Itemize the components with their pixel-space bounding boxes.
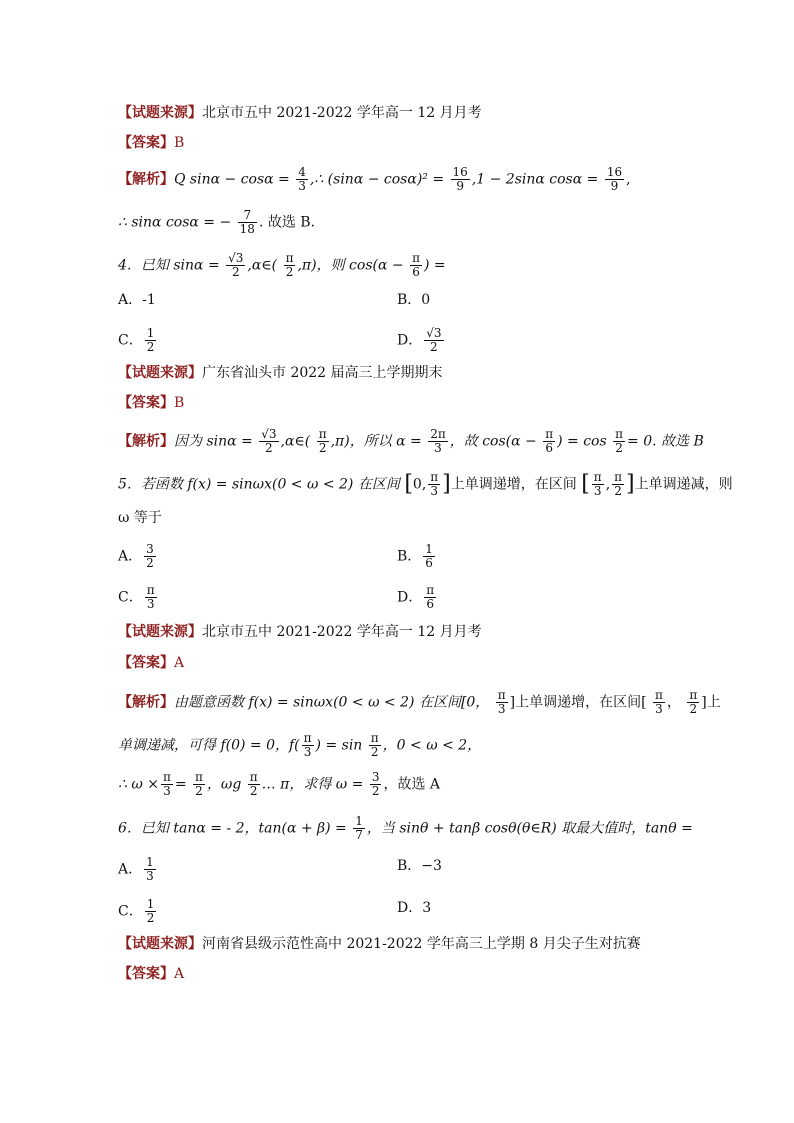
fraction: $\frac{\pi}{2}$: [285, 251, 294, 279]
analysis-line-4: 【解析】因为 sinα = $\frac{√3}{2}$ ,α∈( $\frac{\pi}{2}$ ,π)，所以 α = $\frac{2\pi}{3}$ ，故 cos(α − $\frac{\pi}{6}$ ) = cos $\frac{\pi}{2}$ = 0. 故选 B: [118, 427, 704, 455]
question-4-stem: 4．已知 sinα = $\frac{√3}{2}$ ,α∈( $\frac{\pi}{2}$ ,π)，则 cos(α − $\frac{\pi}{6}$ ) =: [118, 251, 446, 279]
analysis-line-5: 【解析】由题意函数 f(x) = sinωx(0 < ω < 2) 在区间[0， $\frac{\pi}{3}$ ]上单调递增，在区间[ $\frac{\pi}{3}$ ， $\frac{\pi}{2}$ ]上: [118, 688, 721, 716]
option-d: D． $\frac{\pi}{6}$: [397, 583, 435, 611]
option-c: C． $\frac{1}{2}$: [118, 326, 155, 354]
source-line-4: 【试题来源】广东省汕头市 2022 届高三上学期期末: [118, 365, 443, 381]
answer-line-1: 【答案】B: [118, 135, 185, 151]
option-b: B．−3: [397, 858, 442, 874]
option-c: C． $\frac{\pi}{3}$: [118, 583, 155, 611]
option-b: B． $\frac{1}{6}$: [397, 542, 433, 570]
option-a: A．-1: [118, 292, 156, 308]
option-c: C． $\frac{1}{2}$: [118, 897, 155, 925]
fraction: $\frac{7}{18}$: [239, 208, 255, 236]
fraction: $\frac{16}{9}$: [452, 165, 468, 193]
fraction: $\frac{4}{3}$: [298, 165, 306, 193]
answer-line-4: 【答案】B: [118, 395, 185, 411]
source-line-5: 【试题来源】北京市五中 2021-2022 学年高一 12 月月考: [118, 624, 482, 640]
option-d: D．3: [397, 900, 432, 916]
fraction: $\frac{16}{9}$: [606, 165, 623, 193]
fraction: $\frac{\pi}{6}$: [412, 251, 420, 279]
option-a: A． $\frac{3}{2}$: [118, 542, 154, 570]
option-d: D． $\frac{√3}{2}$: [397, 326, 442, 354]
option-a: A． $\frac{1}{3}$: [118, 855, 154, 883]
question-6-stem: 6．已知 tanα = - 2，tan(α + β) = $\frac{1}{7}$ ，当 sinθ + tanβ cosθ(θ∈R) 取最大值时，tanθ =: [118, 814, 693, 842]
question-5-stem: 5．若函数 f(x) = sinωx(0 < ω < 2) 在区间 [0, $\frac{\pi}{3}$ ]上单调递增，在区间 [ $\frac{\pi}{3}$ , $\frac{\pi}{2}$ ]上单调递减，则: [118, 470, 733, 498]
option-b: B．0: [397, 292, 431, 308]
answer-line-6: 【答案】A: [118, 966, 185, 982]
answer-line-5: 【答案】A: [118, 655, 185, 671]
question-5-stem-line2: ω 等于: [118, 510, 162, 526]
fraction: $\frac{√3}{2}$: [228, 251, 244, 279]
analysis-line-5b: 单调递减，可得 f(0) = 0，f( $\frac{\pi}{3}$ ) = sin $\frac{\pi}{2}$ ，0 < ω < 2，: [118, 731, 482, 759]
source-line-1: 【试题来源】北京市五中 2021-2022 学年高一 12 月月考: [118, 105, 482, 121]
analysis-line-1: 【解析】Q sinα − cosα = $\frac{4}{3}$ ,∴ (sinα − cosα)² = $\frac{16}{9}$ ,1 − 2sinα cosα = $\frac{16}{9}$ ,: [118, 165, 631, 193]
analysis-line-2: ∴ sinα cosα = − $\frac{7}{18}$ . 故选 B．: [118, 208, 325, 236]
source-line-6: 【试题来源】河南省县级示范性高中 2021-2022 学年高三上学期 8 月尖子生对抗赛: [118, 936, 641, 952]
analysis-line-5c: ∴ ω × $\frac{\pi}{3}$ = $\frac{\pi}{2}$ ，ωg $\frac{\pi}{2}$ … π，求得 ω = $\frac{3}{2}$ ，故选 A: [118, 770, 441, 798]
